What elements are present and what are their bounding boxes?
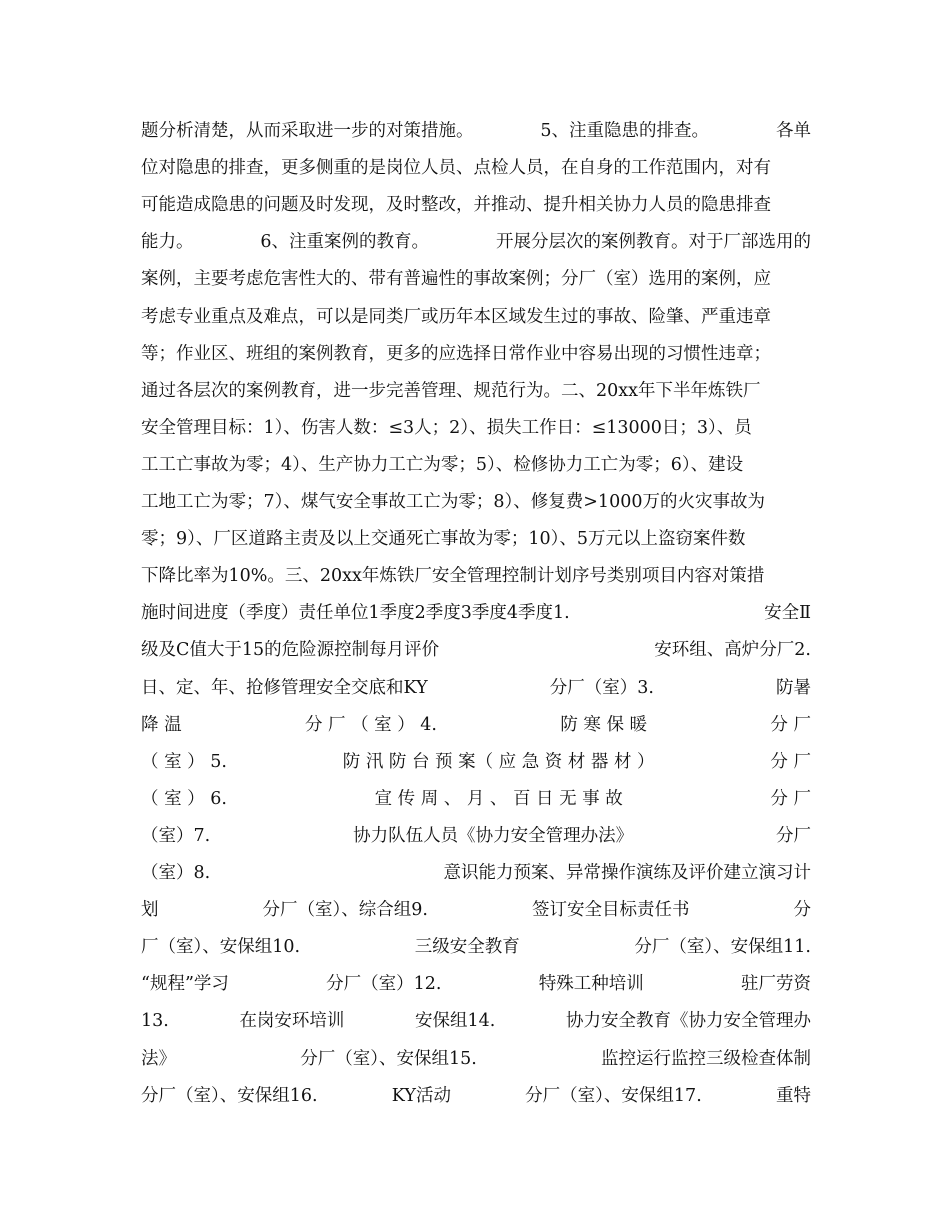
- text-segment: 可能造成隐患的问题及时发现，及时整改，并推动、提升相关协力人员的隐患排查: [141, 195, 771, 216]
- text-segment: 防 汛 防 台 预 案（ 应 急 资 材 器 材 ）: [342, 751, 655, 772]
- text-line: [141, 968, 811, 1000]
- text-line: [141, 189, 811, 221]
- text-line: [141, 783, 811, 815]
- text-segment: 安全管理目标：1）、伤害人数：≤3人；2）、损失工作日：≤13000日；3）、员: [141, 417, 752, 438]
- text-segment: 安环组、高炉分厂2.: [654, 640, 811, 661]
- text-segment: 日、定、年、抢修管理安全交底和KY: [141, 677, 428, 698]
- text-line: [141, 931, 811, 963]
- text-segment: 分厂（室）、安保组17.: [525, 1085, 702, 1106]
- text-segment: 划: [141, 900, 159, 921]
- text-segment: 分 厂: [770, 788, 811, 809]
- text-segment: （室）8.: [141, 863, 211, 883]
- text-segment: 题分析清楚，从而采取进一步的对策措施。: [141, 121, 474, 141]
- text-segment: 厂（室）、安保组10.: [141, 937, 301, 958]
- text-segment: 6、注重案例的教育。: [260, 232, 430, 253]
- text-segment: 零；9）、厂区道路主责及以上交通死亡事故为零；10）、5万元以上盗窃案件数: [141, 529, 746, 550]
- text-segment: 意识能力预案、异常操作演练及评价建立演习计: [443, 863, 811, 883]
- text-segment: 13.: [141, 1011, 169, 1032]
- text-segment: 分 厂: [770, 751, 811, 772]
- text-line: [141, 820, 811, 852]
- text-segment: 监控运行监控三级检查体制: [601, 1048, 811, 1069]
- text-segment: 工地工亡为零；7）、煤气安全事故工亡为零；8）、修复费>1000万的火灾事故为: [141, 492, 765, 512]
- text-segment: 分厂（室）、安保组16.: [141, 1085, 318, 1106]
- text-line: [141, 1043, 811, 1075]
- text-line: [141, 1005, 811, 1037]
- text-segment: 各单: [775, 121, 811, 141]
- text-segment: 防 寒 保 暖: [560, 714, 648, 735]
- text-segment: 安保组14.: [415, 1011, 496, 1032]
- text-line: [141, 1080, 811, 1112]
- text-segment: 分厂（室）、安保组15.: [300, 1048, 477, 1069]
- text-line: [141, 746, 811, 778]
- text-segment: 分厂: [775, 825, 811, 846]
- text-segment: 分 厂 （ 室 ） 4.: [304, 714, 437, 735]
- text-line: [141, 523, 811, 555]
- text-segment: 三级安全教育: [414, 937, 520, 958]
- text-line: [141, 226, 811, 258]
- text-segment: 在岗安环培训: [239, 1011, 345, 1032]
- text-line: [141, 709, 811, 741]
- text-line: [141, 894, 811, 926]
- text-line: [141, 152, 811, 184]
- text-segment: 协力队伍人员《协力安全管理办法》: [353, 825, 634, 846]
- text-segment: 等；作业区、班组的案例教育，更多的应选择日常作业中容易出现的习惯性违章；: [141, 343, 771, 364]
- text-line: [141, 338, 811, 370]
- text-segment: 下降比率为10%。三、20xx年炼铁厂安全管理控制计划序号类别项目内容对策措: [141, 566, 765, 587]
- text-line: [141, 672, 811, 704]
- text-segment: 5、注重隐患的排查。: [540, 121, 710, 141]
- text-segment: 宣 传 周 、 月 、 百 日 无 事 故: [374, 788, 623, 809]
- text-segment: 位对隐患的排查，更多侧重的是岗位人员、点检人员，在自身的工作范围内，对有: [141, 158, 771, 179]
- text-segment: 工工亡事故为零；4）、生产协力工亡为零；5）、检修协力工亡为零；6）、建设: [141, 454, 744, 475]
- text-segment: （室）7.: [141, 825, 211, 846]
- text-segment: 特殊工种培训: [538, 974, 644, 995]
- text-segment: 防暑: [775, 677, 811, 698]
- text-segment: （ 室 ） 6.: [141, 788, 227, 809]
- text-segment: 签订安全目标责任书: [531, 900, 690, 921]
- text-segment: 重特: [775, 1085, 811, 1106]
- text-segment: 降 温: [141, 714, 182, 735]
- text-segment: 法》: [141, 1048, 176, 1069]
- text-segment: 施时间进度（季度）责任单位1季度2季度3季度4季度1.: [141, 603, 570, 624]
- text-segment: 分厂（室）3.: [549, 677, 654, 698]
- text-line: [141, 857, 811, 889]
- text-line: [141, 375, 811, 407]
- text-segment: 考虑专业重点及难点，可以是同类厂或历年本区域发生过的事故、险肇、严重违章: [141, 306, 771, 327]
- text-segment: 分厂（室）12.: [326, 974, 442, 995]
- text-line: [141, 597, 811, 629]
- text-line: [141, 301, 811, 333]
- text-line: [141, 634, 811, 666]
- text-segment: （ 室 ） 5.: [141, 751, 227, 772]
- text-segment: 分: [793, 900, 811, 921]
- text-segment: 能力。: [141, 232, 194, 253]
- text-line: [141, 115, 811, 147]
- text-segment: 安全Ⅱ: [764, 603, 811, 624]
- text-segment: “规程”学习: [141, 974, 229, 995]
- text-segment: 驻厂劳资: [741, 974, 811, 995]
- text-segment: 案例，主要考虑危害性大的、带有普遍性的事故案例；分厂（室）选用的案例，应: [141, 269, 771, 290]
- text-segment: 协力安全教育《协力安全管理办: [565, 1011, 811, 1032]
- text-line: [141, 263, 811, 295]
- text-segment: 级及C值大于15的危险源控制每月评价: [141, 640, 440, 661]
- text-segment: 分厂（室）、安保组11.: [634, 937, 811, 958]
- text-line: [141, 449, 811, 481]
- text-line: [141, 412, 811, 444]
- text-segment: 开展分层次的案例教育。对于厂部选用的: [495, 232, 811, 253]
- text-segment: 分厂（室）、综合组9.: [262, 900, 428, 921]
- text-segment: KY活动: [391, 1085, 451, 1106]
- text-segment: 通过各层次的案例教育，进一步完善管理、规范行为。二、20xx年下半年炼铁厂: [141, 380, 761, 401]
- text-line: [141, 486, 811, 518]
- text-segment: 分 厂: [770, 714, 811, 735]
- text-line: [141, 560, 811, 592]
